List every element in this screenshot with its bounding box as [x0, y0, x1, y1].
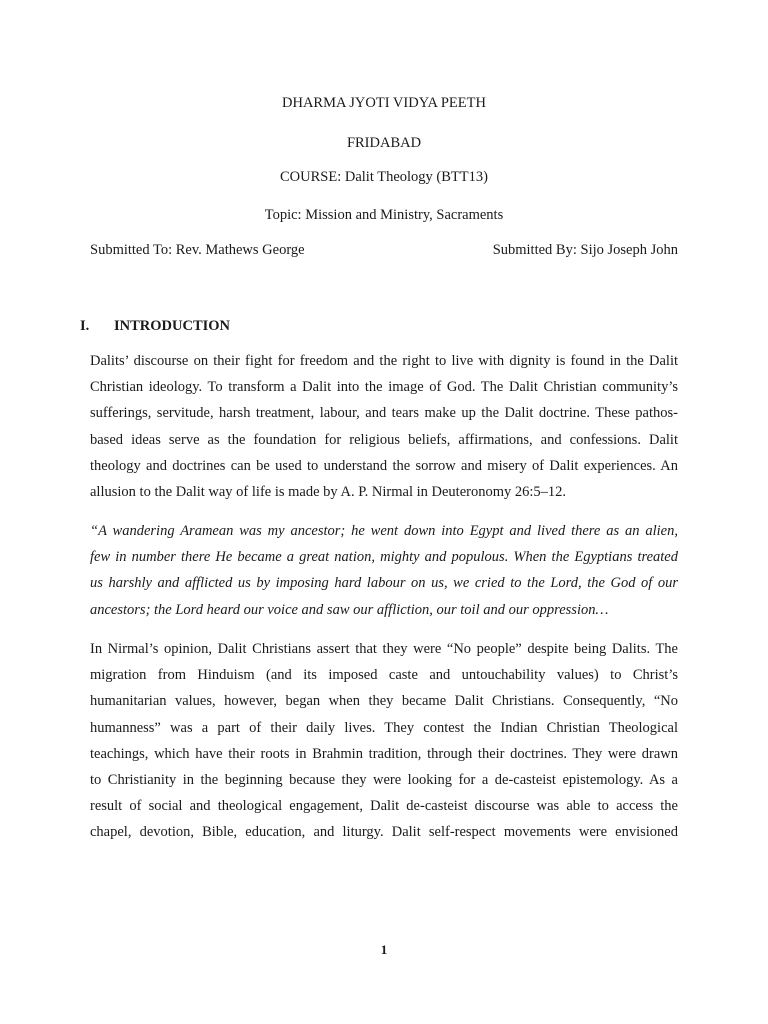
- paragraph-line: theology and doctrines can be used to understand the sorrow and misery of Dalit experiences. An: [90, 457, 678, 474]
- submission-row: [90, 240, 678, 260]
- quote-line: few in number there He became a great nation, mighty and populous. When the Egyptians treated: [90, 549, 678, 566]
- city-name: FRIDABAD: [346, 135, 422, 151]
- intro-paragraph: [90, 348, 678, 505]
- topic-title: Topic: Mission and Ministry, Sacraments: [264, 207, 504, 223]
- paragraph-line: Christian ideology. To transform a Dalit into the image of God. The Dalit Christian community’s: [90, 379, 678, 396]
- scripture-quote: [90, 518, 678, 623]
- nirmal-paragraph: [90, 636, 678, 846]
- submitted-to: Submitted To: Rev. Mathews George: [90, 242, 305, 258]
- quote-line: ancestors; the Lord heard our voice and saw our affliction, our toil and our oppression…: [90, 601, 609, 618]
- paragraph-line: allusion to the Dalit way of life is made by A. P. Nirmal in Deuteronomy 26:5–12.: [90, 484, 567, 501]
- paragraph-line: humanitarian values, however, began when they became Dalit Christians. Consequently, “No: [90, 693, 678, 710]
- paragraph-line: chapel, devotion, Bible, education, and liturgy. Dalit self-respect movements were envisioned: [90, 824, 678, 841]
- course-title: COURSE: Dalit Theology (BTT13): [280, 169, 488, 185]
- paragraph-line: to Christianity in the beginning because they were looking for a de-casteist epistemology. As a: [90, 772, 678, 789]
- paragraph-line: In Nirmal’s opinion, Dalit Christians assert that they were “No people” despite being Dalits. The: [90, 641, 678, 657]
- page-number: 1: [380, 942, 388, 957]
- submitted-by: Submitted By: Sijo Joseph John: [492, 242, 678, 258]
- paragraph-line: sufferings, servitude, harsh treatment, labour, and tears make up the Dalit doctrine. These pathos-: [90, 405, 678, 422]
- quote-line: “A wandering Aramean was my ancestor; he went down into Egypt and lived there as an alien,: [90, 523, 678, 539]
- paragraph-line: humanness” was a part of their daily lives. They contest the Indian Christian Theological: [90, 719, 678, 736]
- paragraph-line: Dalits’ discourse on their fight for freedom and the right to live with dignity is found in the Dalit: [90, 353, 678, 369]
- paragraph-line: result of social and theological engagement, Dalit de-casteist discourse was able to access the: [90, 798, 678, 815]
- section-title: INTRODUCTION: [114, 318, 231, 334]
- paragraph-line: teachings, which have their roots in Brahmin tradition, through their doctrines. They were drawn: [90, 745, 678, 762]
- paragraph-line: migration from Hinduism (and its imposed caste and untouchability values) to Christ’s: [90, 667, 678, 684]
- quote-line: us harshly and afflicted us by imposing hard labour on us, we cried to the Lord, the God of our: [90, 575, 678, 592]
- section-heading: [80, 316, 230, 336]
- section-number: I.: [80, 318, 90, 334]
- institution-name: DHARMA JYOTI VIDYA PEETH: [282, 95, 486, 111]
- paragraph-line: based ideas serve as the foundation for religious beliefs, affirmations, and confessions. Dalit: [90, 431, 678, 448]
